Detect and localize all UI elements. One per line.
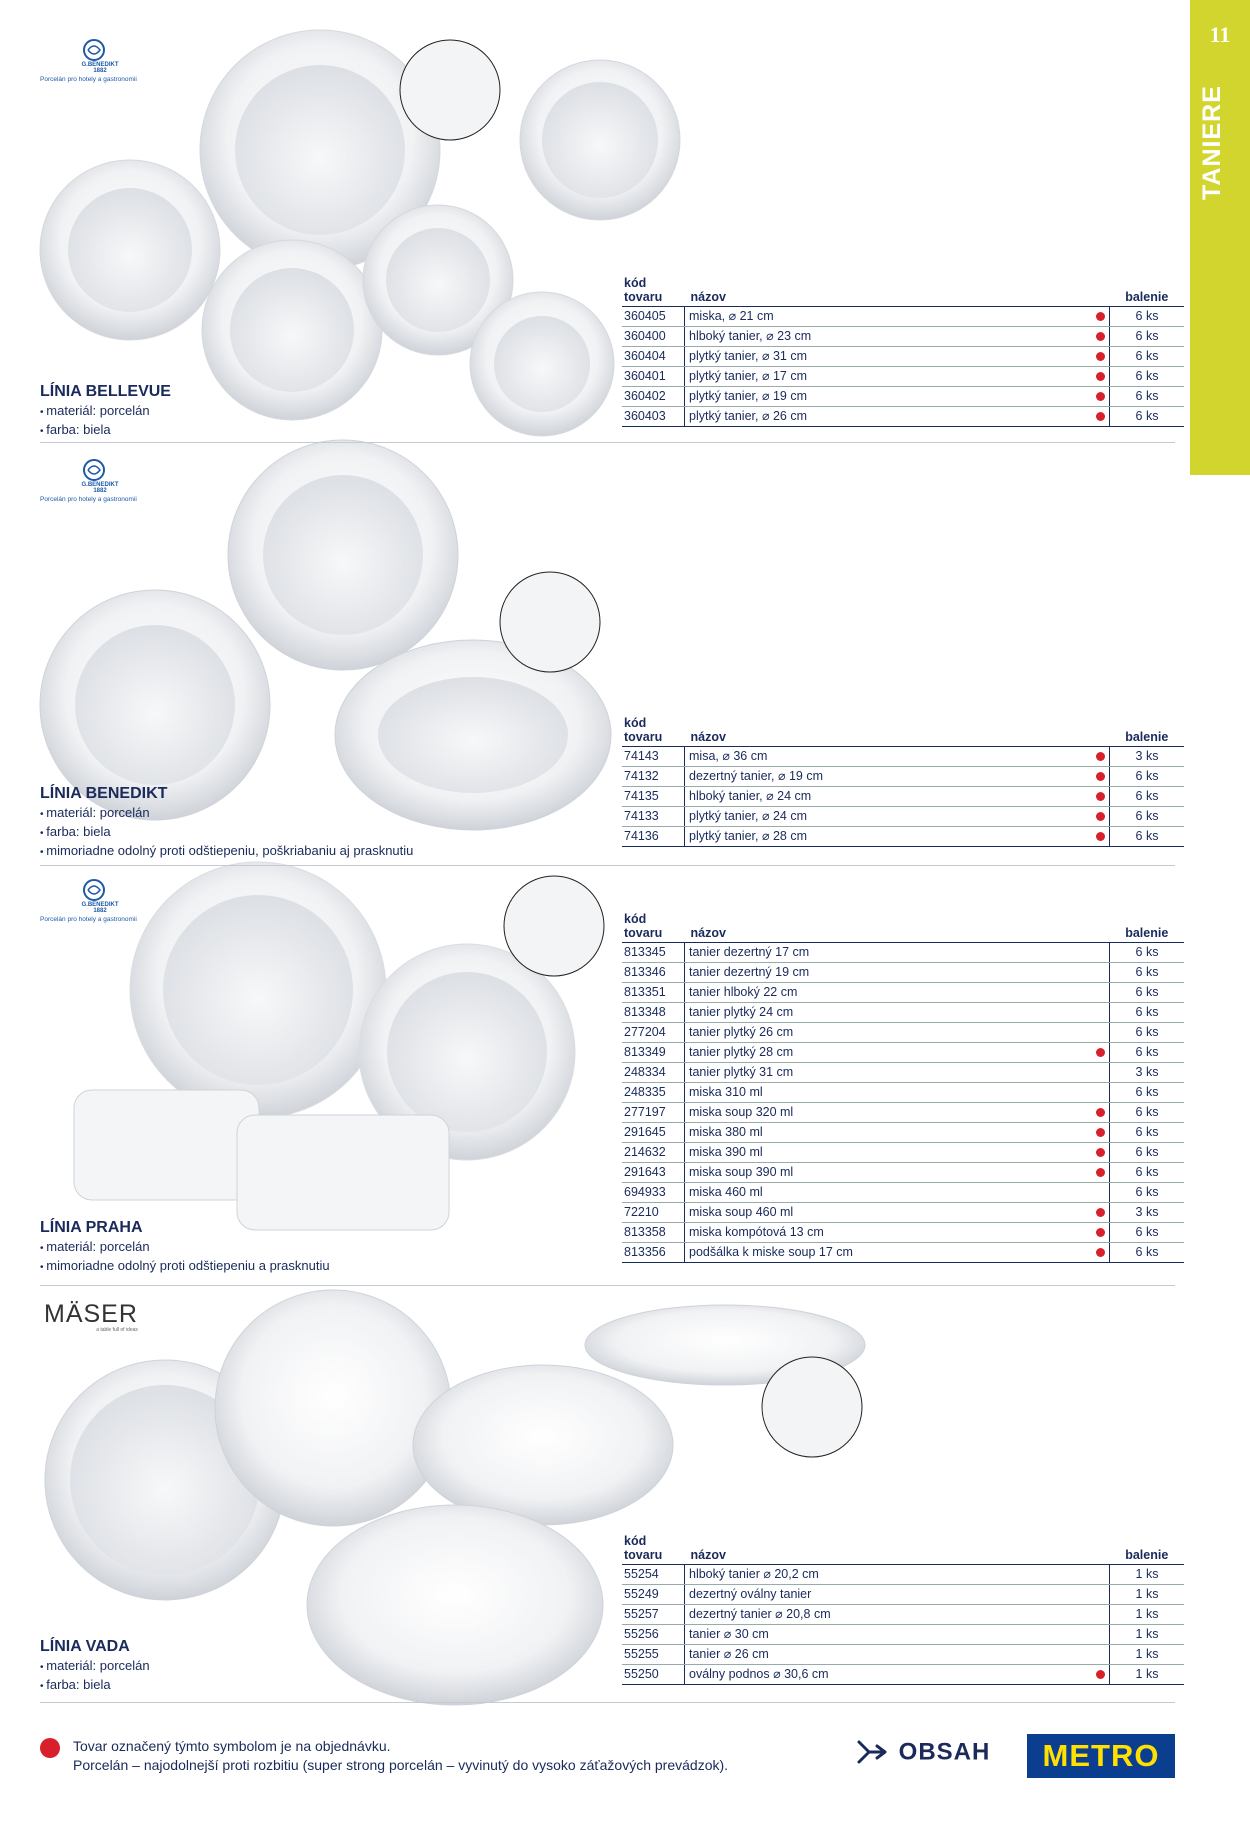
product-pack: 1 ks xyxy=(1110,1645,1185,1665)
benedikt-brand: G.BENEDIKT 1882 xyxy=(81,902,119,914)
order-dot-icon xyxy=(1096,772,1105,781)
bullet-item: • materiál: porcelán xyxy=(40,1238,330,1257)
product-table-vada xyxy=(622,1534,1184,1685)
product-code: 248335 xyxy=(622,1083,685,1103)
col-header-name: názov xyxy=(685,716,1092,747)
order-dot-icon xyxy=(1096,332,1105,341)
table-row xyxy=(622,787,1184,807)
table-row xyxy=(622,1043,1184,1063)
table-row xyxy=(622,807,1184,827)
order-indicator xyxy=(1091,307,1110,327)
order-indicator xyxy=(1091,787,1110,807)
order-indicator xyxy=(1091,747,1110,767)
product-pack: 1 ks xyxy=(1110,1625,1185,1645)
table-row xyxy=(622,1183,1184,1203)
table-row xyxy=(622,1083,1184,1103)
product-pack: 6 ks xyxy=(1110,807,1185,827)
product-name: dezertný oválny tanier xyxy=(685,1585,1092,1605)
table-row xyxy=(622,1063,1184,1083)
col-header-name: názov xyxy=(685,1534,1092,1565)
product-code: 74136 xyxy=(622,827,685,847)
product-code: 74133 xyxy=(622,807,685,827)
order-indicator xyxy=(1091,1063,1110,1083)
page-number: 11 xyxy=(1209,22,1231,47)
table-row xyxy=(622,1143,1184,1163)
product-pack: 6 ks xyxy=(1110,767,1185,787)
table-row xyxy=(622,1645,1184,1665)
benedikt-logo xyxy=(40,878,160,928)
col-header-code: kód tovaru xyxy=(622,1534,685,1565)
col-header-order xyxy=(1091,716,1110,747)
bellevue-plates-image xyxy=(40,30,680,436)
product-code: 277204 xyxy=(622,1023,685,1043)
product-pack: 1 ks xyxy=(1110,1585,1185,1605)
table-row xyxy=(622,1123,1184,1143)
order-indicator xyxy=(1091,1243,1110,1263)
product-name: tanier dezertný 19 cm xyxy=(685,963,1092,983)
order-indicator xyxy=(1091,1645,1110,1665)
maser-tagline: a table full of ideas xyxy=(96,1327,138,1333)
pointing-hand-icon xyxy=(855,1738,891,1768)
table-header-row xyxy=(622,1534,1184,1565)
table-row xyxy=(622,983,1184,1003)
table-row xyxy=(622,1565,1184,1585)
order-dot-icon xyxy=(1096,392,1105,401)
product-name: miska soup 460 ml xyxy=(685,1203,1092,1223)
product-code: 55254 xyxy=(622,1565,685,1585)
order-indicator xyxy=(1091,1665,1110,1685)
table-header-row xyxy=(622,716,1184,747)
col-header-pack: balenie xyxy=(1110,716,1185,747)
order-indicator xyxy=(1091,767,1110,787)
metro-brand: METRO xyxy=(1042,1738,1160,1773)
order-dot-icon xyxy=(1096,312,1105,321)
product-pack: 6 ks xyxy=(1110,1043,1185,1063)
benedikt-tagline: Porcelán pro hotely a gastronomii xyxy=(40,76,137,83)
section-title: LÍNIA VADA xyxy=(40,1638,130,1655)
order-indicator xyxy=(1091,1223,1110,1243)
metro-logo xyxy=(1027,1734,1175,1778)
product-name: tanier hlboký 22 cm xyxy=(685,983,1092,1003)
order-dot-icon xyxy=(1096,1108,1105,1117)
product-code: 813351 xyxy=(622,983,685,1003)
section-bullets xyxy=(40,1657,150,1695)
obsah-label: OBSAH xyxy=(898,1738,991,1766)
table-row xyxy=(622,747,1184,767)
bullet-item: • materiál: porcelán xyxy=(40,804,413,823)
order-indicator xyxy=(1091,1565,1110,1585)
product-code: 360403 xyxy=(622,407,685,427)
product-name: podšálka k miske soup 17 cm xyxy=(685,1243,1092,1263)
order-indicator xyxy=(1091,327,1110,347)
order-indicator xyxy=(1091,1625,1110,1645)
col-header-code: kód tovaru xyxy=(622,716,685,747)
bullet-item: • materiál: porcelán xyxy=(40,1657,150,1676)
product-name: tanier plytký 31 cm xyxy=(685,1063,1092,1083)
product-pack: 6 ks xyxy=(1110,407,1185,427)
order-dot-icon xyxy=(1096,1128,1105,1137)
product-name: miska soup 390 ml xyxy=(685,1163,1092,1183)
section-divider xyxy=(40,1702,1175,1703)
product-code: 277197 xyxy=(622,1103,685,1123)
product-name: miska soup 320 ml xyxy=(685,1103,1092,1123)
order-dot-icon xyxy=(1096,792,1105,801)
product-name: miska kompótová 13 cm xyxy=(685,1223,1092,1243)
order-dot-icon xyxy=(1096,1248,1105,1257)
col-header-order xyxy=(1091,1534,1110,1565)
bullet-item: • materiál: porcelán xyxy=(40,402,150,421)
product-pack: 1 ks xyxy=(1110,1605,1185,1625)
obsah-link[interactable] xyxy=(855,1738,990,1768)
product-name: oválny podnos ⌀ 30,6 cm xyxy=(685,1665,1092,1685)
table-row xyxy=(622,1243,1184,1263)
bullet-item: • mimoriadne odolný proti odštiepeniu, poškriabaniu aj prasknutiu xyxy=(40,842,413,861)
product-table-bellevue xyxy=(622,276,1184,427)
product-pack: 6 ks xyxy=(1110,787,1185,807)
product-name: tanier plytký 28 cm xyxy=(685,1043,1092,1063)
product-code: 694933 xyxy=(622,1183,685,1203)
table-header-row xyxy=(622,276,1184,307)
order-indicator xyxy=(1091,1043,1110,1063)
section-title: LÍNIA BENEDIKT xyxy=(40,785,168,802)
table-row xyxy=(622,1023,1184,1043)
section-bullets xyxy=(40,402,150,440)
order-dot-icon xyxy=(1096,372,1105,381)
product-code: 360404 xyxy=(622,347,685,367)
footer-note xyxy=(73,1737,728,1775)
product-pack: 6 ks xyxy=(1110,1163,1185,1183)
product-pack: 6 ks xyxy=(1110,983,1185,1003)
section-bullets xyxy=(40,804,413,861)
product-name: miska 380 ml xyxy=(685,1123,1092,1143)
product-pack: 1 ks xyxy=(1110,1565,1185,1585)
product-pack: 6 ks xyxy=(1110,1103,1185,1123)
product-pack: 6 ks xyxy=(1110,1183,1185,1203)
product-table-benedikt xyxy=(622,716,1184,847)
product-pack: 6 ks xyxy=(1110,1223,1185,1243)
order-indicator xyxy=(1091,1143,1110,1163)
col-header-pack: balenie xyxy=(1110,912,1185,943)
benedikt-logo-icon xyxy=(82,878,106,902)
product-pack: 3 ks xyxy=(1110,747,1185,767)
product-name: plytký tanier, ⌀ 26 cm xyxy=(685,407,1092,427)
product-pack: 6 ks xyxy=(1110,1143,1185,1163)
product-code: 813345 xyxy=(622,943,685,963)
product-name: miska 390 ml xyxy=(685,1143,1092,1163)
product-pack: 6 ks xyxy=(1110,827,1185,847)
benedikt-logo xyxy=(40,458,160,508)
order-indicator xyxy=(1091,1163,1110,1183)
product-table-praha xyxy=(622,912,1184,1263)
product-pack: 6 ks xyxy=(1110,1023,1185,1043)
product-code: 74143 xyxy=(622,747,685,767)
product-pack: 6 ks xyxy=(1110,1243,1185,1263)
order-indicator xyxy=(1091,807,1110,827)
col-header-order xyxy=(1091,276,1110,307)
bullet-item: • mimoriadne odolný proti odštiepeniu a prasknutiu xyxy=(40,1257,330,1276)
product-name: hlboký tanier, ⌀ 23 cm xyxy=(685,327,1092,347)
table-row xyxy=(622,1003,1184,1023)
table-row xyxy=(622,1103,1184,1123)
product-code: 248334 xyxy=(622,1063,685,1083)
order-dot-icon xyxy=(1096,1670,1105,1679)
category-label: TANIERE xyxy=(1198,85,1226,200)
product-name: plytký tanier, ⌀ 28 cm xyxy=(685,827,1092,847)
maser-logo xyxy=(44,1300,138,1333)
section-divider xyxy=(40,1285,1175,1286)
product-code: 55250 xyxy=(622,1665,685,1685)
order-indicator xyxy=(1091,1183,1110,1203)
product-name: plytký tanier, ⌀ 19 cm xyxy=(685,387,1092,407)
product-pack: 6 ks xyxy=(1110,1083,1185,1103)
product-pack: 6 ks xyxy=(1110,367,1185,387)
order-indicator xyxy=(1091,387,1110,407)
col-header-order xyxy=(1091,912,1110,943)
order-dot-icon xyxy=(1096,1208,1105,1217)
order-indicator xyxy=(1091,963,1110,983)
product-code: 360400 xyxy=(622,327,685,347)
product-pack: 3 ks xyxy=(1110,1063,1185,1083)
table-row xyxy=(622,767,1184,787)
product-code: 360402 xyxy=(622,387,685,407)
table-row xyxy=(622,387,1184,407)
product-code: 813348 xyxy=(622,1003,685,1023)
order-indicator xyxy=(1091,1023,1110,1043)
table-row xyxy=(622,1223,1184,1243)
footer-note-line1: Tovar označený týmto symbolom je na objednávku. xyxy=(73,1738,391,1754)
product-code: 813346 xyxy=(622,963,685,983)
table-row xyxy=(622,1605,1184,1625)
product-name: plytký tanier, ⌀ 17 cm xyxy=(685,367,1092,387)
order-indicator xyxy=(1091,1003,1110,1023)
order-indicator xyxy=(1091,407,1110,427)
product-code: 55256 xyxy=(622,1625,685,1645)
product-name: miska, ⌀ 21 cm xyxy=(685,307,1092,327)
product-code: 214632 xyxy=(622,1143,685,1163)
table-row xyxy=(622,1203,1184,1223)
section-divider xyxy=(40,442,1175,443)
table-row xyxy=(622,347,1184,367)
table-row xyxy=(622,407,1184,427)
product-name: tanier ⌀ 26 cm xyxy=(685,1645,1092,1665)
product-code: 360405 xyxy=(622,307,685,327)
order-dot-icon xyxy=(1096,1168,1105,1177)
table-row xyxy=(622,307,1184,327)
benedikt-logo xyxy=(40,38,160,88)
product-name: tanier ⌀ 30 cm xyxy=(685,1625,1092,1645)
order-indicator xyxy=(1091,1605,1110,1625)
order-symbol-dot xyxy=(40,1738,60,1758)
benedikt-tagline: Porcelán pro hotely a gastronomii xyxy=(40,916,137,923)
col-header-name: názov xyxy=(685,912,1092,943)
product-name: dezertný tanier ⌀ 20,8 cm xyxy=(685,1605,1092,1625)
table-row xyxy=(622,1665,1184,1685)
product-name: plytký tanier, ⌀ 24 cm xyxy=(685,807,1092,827)
bullet-item: • farba: biela xyxy=(40,823,413,842)
product-name: misa, ⌀ 36 cm xyxy=(685,747,1092,767)
order-dot-icon xyxy=(1096,1048,1105,1057)
order-indicator xyxy=(1091,1203,1110,1223)
table-row xyxy=(622,943,1184,963)
product-code: 72210 xyxy=(622,1203,685,1223)
order-indicator xyxy=(1091,1585,1110,1605)
table-row xyxy=(622,1163,1184,1183)
product-pack: 6 ks xyxy=(1110,347,1185,367)
order-dot-icon xyxy=(1096,352,1105,361)
product-name: hlboký tanier, ⌀ 24 cm xyxy=(685,787,1092,807)
col-header-code: kód tovaru xyxy=(622,912,685,943)
order-dot-icon xyxy=(1096,832,1105,841)
product-name: miska 310 ml xyxy=(685,1083,1092,1103)
section-title: LÍNIA PRAHA xyxy=(40,1219,143,1236)
col-header-pack: balenie xyxy=(1110,1534,1185,1565)
product-name: miska 460 ml xyxy=(685,1183,1092,1203)
product-code: 813356 xyxy=(622,1243,685,1263)
table-row xyxy=(622,827,1184,847)
bullet-item: • farba: biela xyxy=(40,1676,150,1695)
order-indicator xyxy=(1091,983,1110,1003)
col-header-pack: balenie xyxy=(1110,276,1185,307)
table-row xyxy=(622,1625,1184,1645)
order-indicator xyxy=(1091,827,1110,847)
footer-note-line2: Porcelán – najodolnejší proti rozbitiu (super strong porcelán – vyvinutý do vysoko záťažových prevádzok). xyxy=(73,1757,729,1773)
product-code: 74132 xyxy=(622,767,685,787)
table-header-row xyxy=(622,912,1184,943)
order-dot-icon xyxy=(1096,1228,1105,1237)
table-row xyxy=(622,963,1184,983)
maser-brand: MÄSER xyxy=(44,1300,138,1328)
product-code: 291643 xyxy=(622,1163,685,1183)
order-dot-icon xyxy=(1096,412,1105,421)
section-bullets xyxy=(40,1238,330,1276)
product-pack: 6 ks xyxy=(1110,1003,1185,1023)
product-pack: 6 ks xyxy=(1110,943,1185,963)
order-dot-icon xyxy=(1096,752,1105,761)
order-indicator xyxy=(1091,1083,1110,1103)
table-row xyxy=(622,367,1184,387)
section-title: LÍNIA BELLEVUE xyxy=(40,383,171,400)
product-code: 74135 xyxy=(622,787,685,807)
table-row xyxy=(622,327,1184,347)
order-indicator xyxy=(1091,347,1110,367)
product-code: 813349 xyxy=(622,1043,685,1063)
product-name: tanier dezertný 17 cm xyxy=(685,943,1092,963)
table-row xyxy=(622,1585,1184,1605)
product-code: 291645 xyxy=(622,1123,685,1143)
product-pack: 6 ks xyxy=(1110,327,1185,347)
benedikt-tagline: Porcelán pro hotely a gastronomii xyxy=(40,496,137,503)
order-indicator xyxy=(1091,1103,1110,1123)
product-pack: 6 ks xyxy=(1110,387,1185,407)
product-name: hlboký tanier ⌀ 20,2 cm xyxy=(685,1565,1092,1585)
order-indicator xyxy=(1091,367,1110,387)
col-header-name: názov xyxy=(685,276,1092,307)
product-pack: 6 ks xyxy=(1110,307,1185,327)
order-dot-icon xyxy=(1096,1148,1105,1157)
benedikt-brand: G.BENEDIKT 1882 xyxy=(81,482,119,494)
order-indicator xyxy=(1091,1123,1110,1143)
product-code: 55249 xyxy=(622,1585,685,1605)
product-code: 55255 xyxy=(622,1645,685,1665)
benedikt-logo-icon xyxy=(82,38,106,62)
order-dot-icon xyxy=(1096,812,1105,821)
product-pack: 3 ks xyxy=(1110,1203,1185,1223)
col-header-code: kód tovaru xyxy=(622,276,685,307)
product-pack: 1 ks xyxy=(1110,1665,1185,1685)
product-name: dezertný tanier, ⌀ 19 cm xyxy=(685,767,1092,787)
product-code: 813358 xyxy=(622,1223,685,1243)
product-code: 55257 xyxy=(622,1605,685,1625)
product-name: tanier plytký 24 cm xyxy=(685,1003,1092,1023)
benedikt-brand: G.BENEDIKT 1882 xyxy=(81,62,119,74)
product-name: plytký tanier, ⌀ 31 cm xyxy=(685,347,1092,367)
product-pack: 6 ks xyxy=(1110,1123,1185,1143)
product-name: tanier plytký 26 cm xyxy=(685,1023,1092,1043)
benedikt-logo-icon xyxy=(82,458,106,482)
product-code: 360401 xyxy=(622,367,685,387)
section-divider xyxy=(40,865,1175,866)
order-indicator xyxy=(1091,943,1110,963)
bullet-item: • farba: biela xyxy=(40,421,150,440)
product-pack: 6 ks xyxy=(1110,963,1185,983)
